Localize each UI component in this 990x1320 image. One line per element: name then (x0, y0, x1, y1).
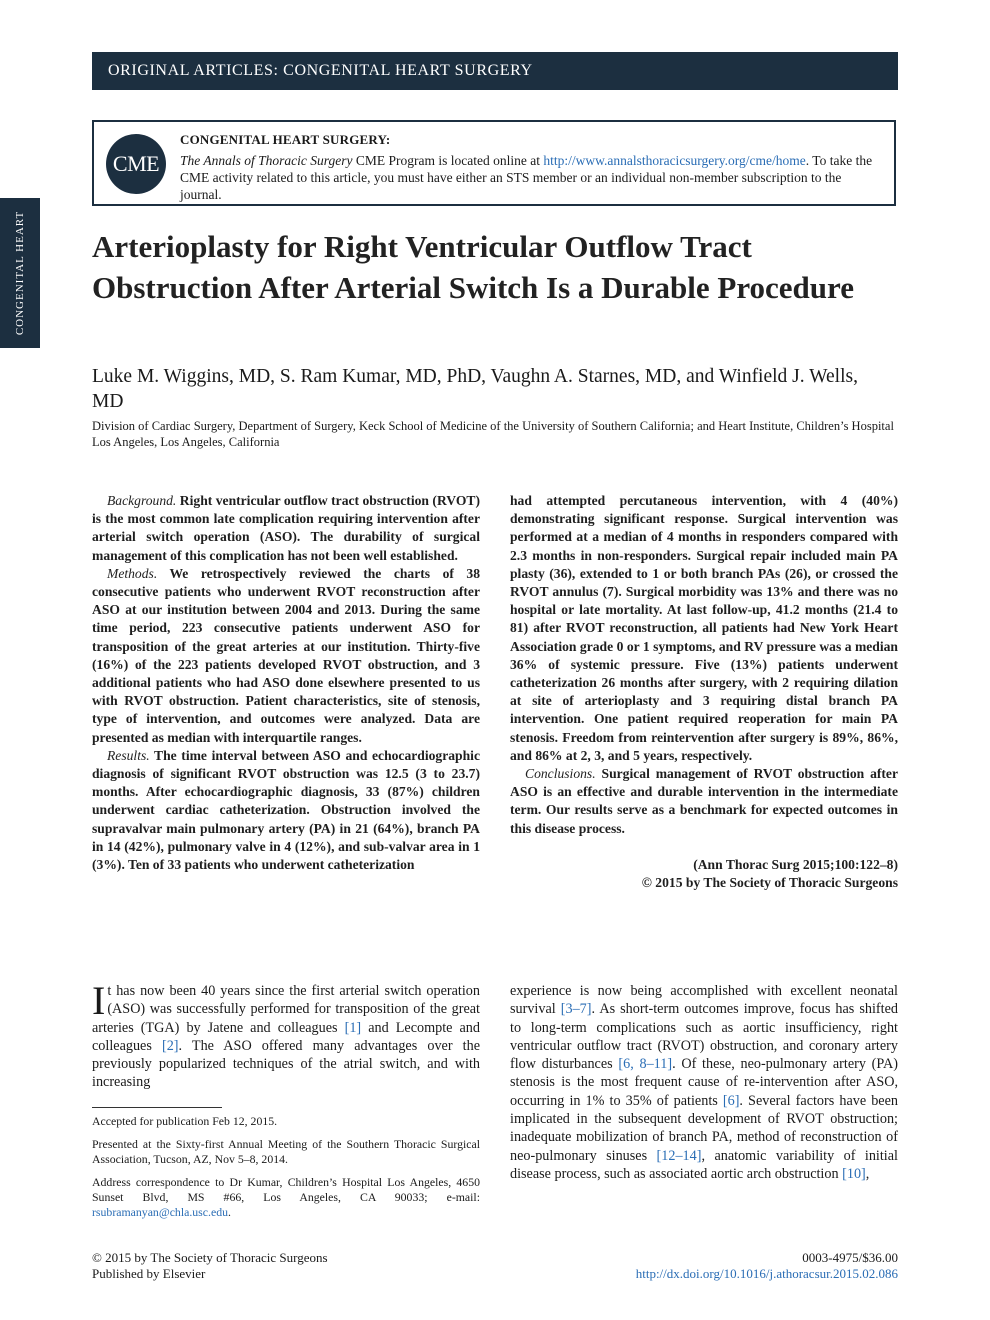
section-banner (92, 52, 898, 90)
body-left-column (92, 978, 481, 1092)
footnotes (92, 1114, 480, 1228)
abstract-results (92, 747, 480, 874)
footer-publisher: Published by Elsevier (92, 1266, 206, 1281)
drop-cap: I (92, 978, 106, 1023)
footnote-presented: Presented at the Sixty-first Annual Meeting of the Southern Thoracic Surgical Association, Tucson, AZ, Nov 5–8, 2014. (92, 1137, 480, 1166)
footer-copyright: © 2015 by The Society of Thoracic Surgeons (92, 1250, 328, 1265)
footnote-divider (92, 1107, 222, 1108)
abstract-methods (92, 565, 480, 747)
reference-link[interactable]: [1] (344, 1019, 362, 1036)
email-link[interactable]: rsubramanyan@chla.usc.edu (92, 1205, 228, 1219)
abstract-conclusions (510, 765, 898, 838)
page-footer-left (92, 1250, 328, 1282)
abstract-text: The time interval between ASO and echocardiographic diagnosis of significant RVOT obstruction was 12.5 (3 to 23.7) months. After echocardiographic diagnosis, 33 (87%) children underwent cardiac catheterization. Obstruction involved the supravalvar main pulmonary artery (PA) in 21 (64%), branch PA in 14 (42%), pulmonary valve in 4 (12%), and sub-valvar area in 1 (3%). Ten of 33 patients who underwent catheterization (92, 747, 480, 873)
abstract-text: Right ventricular outflow tract obstruction (RVOT) is the most common late complication requiring intervention after arterial switch operation (ASO). The durability of surgical management of this complication has not been well established. (92, 493, 480, 563)
footnote-address-end: . (228, 1205, 231, 1219)
cme-journal-name: The Annals of Thoracic Surgery (180, 153, 353, 168)
abstract-citation: (Ann Thorac Surg 2015;100:122–8) (693, 856, 898, 872)
cme-title: CONGENITAL HEART SURGERY: (180, 132, 391, 147)
article-authors: Luke M. Wiggins, MD, S. Ram Kumar, MD, PhD, Vaughn A. Starnes, MD, and Winfield J. Wells, MD (92, 366, 858, 412)
article-affiliation: Division of Cardiac Surgery, Department of Surgery, Keck School of Medicine of the University of Southern California; and Heart Institute, Children’s Hospital Los Angeles, Los Angeles, California (92, 419, 894, 449)
abstract-heading: Methods. (107, 565, 158, 581)
footnote-address (92, 1175, 480, 1220)
section-banner-label: ORIGINAL ARTICLES: CONGENITAL HEART SURGERY (108, 62, 533, 79)
side-tab (0, 198, 40, 348)
article-title: Arterioplasty for Right Ventricular Outflow Tract Obstruction After Arterial Switch Is a Durable Procedure (92, 229, 854, 305)
abstract-copyright: © 2015 by The Society of Thoracic Surgeons (641, 875, 898, 891)
doi-link[interactable]: http://dx.doi.org/10.1016/j.athoracsur.2015.02.086 (635, 1266, 898, 1281)
footnote-accepted: Accepted for publication Feb 12, 2015. (92, 1114, 278, 1128)
side-tab-label: CONGENITAL HEART (14, 210, 26, 336)
body-text: . The ASO offered many advantages over the previously popularized techniques of the atrial switch, and with increasing (92, 1037, 481, 1091)
footer-issn: 0003-4975/$36.00 (802, 1250, 898, 1265)
reference-link[interactable]: [10] (842, 1165, 866, 1182)
abstract-heading: Results. (107, 747, 150, 763)
abstract-results-continued: had attempted percutaneous intervention, with 4 (40%) demonstrating significant response. Surgical intervention was performed at a median of 4 months in responders compared with 2.3 months in non-responders. Surgical repair included main PA plasty (36), extended to 1 or both branch PAs (26), or crossed the RVOT annulus (7). Surgical morbidity was 13% and there was no hospital or late mortality. At last follow-up, 41.2 months (21.4 to 81) after RVOT reconstruction, all patients had New York Heart Association grade 0 or 1 symptoms, and RV pressure was a median 36% of systemic pressure. Five (13%) patients underwent catheterization 26 months after surgery, with 2 requiring dilation at site of arterioplasty and 3 requiring distal branch PA intervention. One patient required reoperation for main PA stenosis. Freedom from reintervention after surgery is 89%, 86%, and 86% at 2, 3, and 5 years, respectively. (510, 493, 898, 763)
abstract-heading: Conclusions. (525, 766, 596, 782)
abstract-text: We retrospectively reviewed the charts of 38 consecutive patients who underwent RVOT reconstruction after ASO at our institution between 2004 and 2013. During the same time period, 223 consecutive patients underwent ASO for transposition of the great arteries at our institution. Thirty-five (16%) of the 223 patients developed RVOT obstruction, and 3 additional patients who had ASO done elsewhere presented to us with RVOT obstruction. Patient characteristics, site of stenosis, type of intervention, and outcomes were analyzed. Data are presented as median with interquartile ranges. (92, 565, 480, 745)
body-text: , anatomic variability of initial disease process, such as associated aortic arch obstruction (510, 1147, 898, 1182)
reference-link[interactable]: [6, 8–11] (618, 1056, 673, 1073)
body-text: experience is now being accomplished with excellent neonatal survival (510, 983, 898, 1018)
cme-notice-box (92, 120, 896, 206)
abstract-heading: Background. (107, 493, 177, 508)
body-right-column (510, 982, 898, 1183)
body-text: , (865, 1165, 870, 1182)
reference-link[interactable]: [12–14] (656, 1147, 702, 1164)
cme-text-part1: CME Program is located online at (352, 153, 544, 168)
page-footer-right (560, 1250, 898, 1282)
body-paragraph (510, 982, 898, 1183)
abstract-left-column (92, 492, 480, 874)
cme-logo: CME (106, 134, 166, 194)
footnote-address-text: Address correspondence to Dr Kumar, Children’s Hospital Los Angeles, 4650 Sunset Blvd, MS #66, Los Angeles, CA 90033; e-mail: (92, 1175, 480, 1204)
body-paragraph (92, 978, 481, 1092)
reference-link[interactable]: [6] (722, 1092, 740, 1109)
abstract-text: Surgical management of RVOT obstruction after ASO is an effective and durable intervention in the intermediate term. Our results serve as a benchmark for expected outcomes in this disease process. (510, 766, 898, 836)
abstract-background (92, 492, 480, 565)
body-text: . Of these, neo-pulmonary artery (PA) stenosis is the most frequent cause of re-intervention after ASO, occurring in 1% to 35% of patients (510, 1056, 898, 1109)
cme-link[interactable]: http://www.annalsthoracicsurgery.org/cme/home (543, 153, 806, 168)
reference-link[interactable]: [2] (161, 1037, 179, 1054)
cme-text (180, 152, 880, 203)
cme-text-part2: . To take the CME activity related to this article, you must have either an STS member or an individual non-member subscription to the journal. (180, 153, 873, 202)
body-text: . Several factors have been implicated in the subsequent development of RVOT obstruction; inadequate mobilization of branch PA, method of reconstruction of neo-pulmonary sinuses (510, 1092, 898, 1164)
body-text: . As short-term outcomes improve, focus has shifted to long-term complications such as aortic insufficiency, right ventricular outflow tract (RVOT) obstruction, and coronary artery flow disturbances (510, 1001, 898, 1073)
reference-link[interactable]: [3–7] (560, 1001, 592, 1018)
body-text: and Lecompte and colleagues (92, 1019, 480, 1054)
abstract-right-column (510, 492, 898, 892)
body-text: t has now been 40 years since the first arterial switch operation (ASO) was successfully performed for transposition of the great arteries (TGA) by Jatene and colleagues (92, 983, 480, 1036)
